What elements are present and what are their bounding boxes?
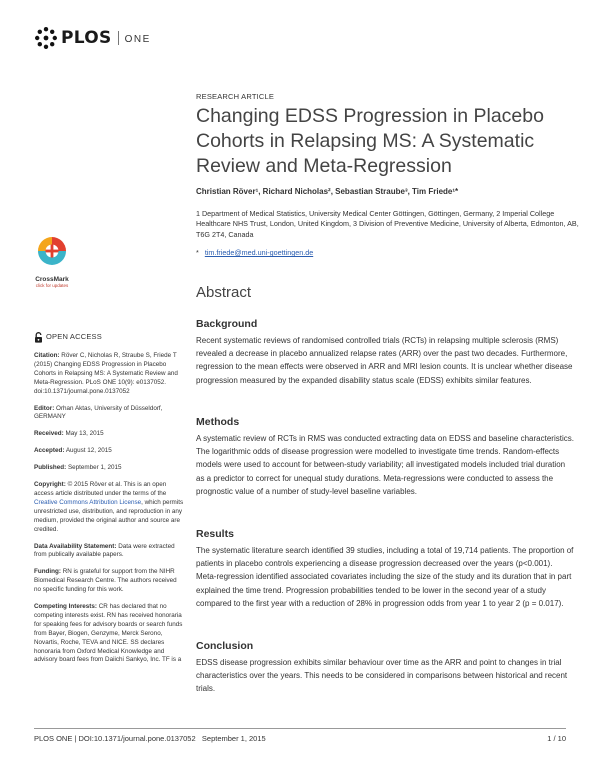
logo-divider: [118, 31, 119, 45]
editor-text: Orhan Aktas, University of Düsseldorf, GERMANY: [34, 404, 163, 421]
section-text: The systematic literature search identified 39 studies, including a total of 19,714 patients. The proportion of patients in placebo controls experiencing a disease progression decreased over the years (p<0.001). Meta-regression identified associated covariates including the size of the study and its duration that in part explained the time trend. Progression probabilities tended to be lower in the second year of a study compared to the first year with a reduction of 28% in progression odds from year 1 to year 2 (p = 0.017).: [196, 546, 574, 608]
received-label: Received:: [34, 430, 64, 438]
email-marker: *: [196, 248, 199, 257]
published-block: [34, 464, 184, 473]
competing-interests-label: Competing Interests:: [34, 603, 97, 611]
received-block: [34, 430, 184, 439]
copyright-label: Copyright:: [34, 481, 66, 489]
logo-text: PLOS: [61, 28, 112, 48]
page-number: 1 / 10: [547, 734, 566, 743]
funding-text: RN is grateful for support from the NIHR Biomedical Research Centre. The authors received no specific funding for this work.: [34, 568, 177, 594]
license-link[interactable]: Creative Commons Attribution License: [34, 498, 142, 506]
open-lock-icon: [34, 332, 43, 343]
published-label: Published:: [34, 464, 67, 472]
citation-label: Citation:: [34, 352, 60, 359]
published-date: September 1, 2015: [67, 464, 122, 472]
crossmark-sublabel: click for updates: [35, 283, 69, 288]
competing-interests-block: [34, 603, 184, 665]
funding-label: Funding:: [34, 568, 61, 576]
abstract-heading: Abstract: [196, 284, 252, 301]
data-availability-text: Data were extracted from publically available papers.: [34, 542, 175, 559]
accepted-date: August 12, 2015: [65, 447, 112, 455]
plos-logo-icon: [34, 26, 58, 50]
article-title: Changing EDSS Progression in Placebo Cohorts in Relapsing MS: A Systematic Review and Meta-Regression: [196, 105, 544, 177]
open-access-badge: [34, 332, 184, 343]
section-heading: Background: [196, 318, 258, 330]
section-text: A systematic review of RCTs in RMS was conducted extracting data on EDSS and baseline characteristics. The logarithmic odds of disease progression were modelled to investigate time trends. Random-effects models were used to account for between-study variability; all investigated models included trial duration as a predictor to correct for unequal study durations. Meta-regressions were conducted to assess the prognostic value of a number of study-level baseline variables.: [196, 434, 574, 496]
citation-text: Röver C, Nicholas R, Straube S, Friede T (2015) Changing EDSS Progression in Placebo Cohorts in Relapsing MS: A Systematic Review and Meta-Regression. PLoS ONE 10(9): e0137052. doi:10.1371/journal.pone.0137052: [34, 352, 178, 395]
crossmark-icon: [37, 236, 67, 270]
editor-label: Editor:: [34, 404, 55, 412]
data-availability-label: Data Availability Statement:: [34, 542, 117, 550]
journal-logo[interactable]: [34, 26, 151, 50]
section-heading: Methods: [196, 416, 240, 428]
copyright-text-rest: , which permits unrestricted use, distribution, and reproduction in any medium, provided the original author and source are credited.: [34, 498, 184, 533]
article-type-label: RESEARCH ARTICLE: [196, 92, 275, 101]
footer-divider: [34, 728, 566, 729]
competing-interests-text: CR has declared that no competing interests exist. RN has received honoraria for speaking fees for advisory boards or search funds from Bayer, Biogen, Genzyme, Merck Serono, Novartis, Roche, TEVA and NICE. SS declares honoraria from Oxford Medical Knowledge and advisory board fees from Daiichi Sankyo, Inc. TF is a: [34, 603, 183, 664]
open-access-label: OPEN ACCESS: [46, 332, 102, 342]
author-list: Christian Röver¹, Richard Nicholas², Sebastian Straube³, Tim Friede¹*: [196, 187, 459, 196]
editor-block: [34, 405, 184, 423]
corresponding-email-link[interactable]: tim.friede@med.uni-goettingen.de: [204, 248, 314, 257]
data-availability-block: [34, 543, 184, 561]
section-text: EDSS disease progression exhibits similar behaviour over time as the ARR and point to changes in trial characteristics over the years. This needs to be considered in comparisons between historical and recent trials.: [196, 658, 568, 694]
abstract-conclusion: [196, 640, 574, 696]
accepted-label: Accepted:: [34, 447, 65, 455]
copyright-block: [34, 481, 184, 534]
citation-block: [34, 352, 184, 397]
abstract-background: [196, 318, 574, 387]
copyright-text: © 2015 Röver et al. This is an open access article distributed under the terms of the: [34, 481, 167, 497]
section-heading: Conclusion: [196, 640, 254, 652]
section-text: Recent systematic reviews of randomised controlled trials (RCTs) in relapsing multiple sclerosis (RMS) revealed a decrease in placebo annualized relapse rates (ARR) over the past two decades. Furthermore, regression to the mean effects were observed in ARR and MRI lesion counts. It is unclear whether disease progression measured by the expanded disability status scale (EDSS) exhibits similar features.: [196, 336, 573, 385]
crossmark-label: CrossMark: [35, 276, 69, 283]
abstract-methods: [196, 416, 574, 498]
footer-citation: PLOS ONE | DOI:10.1371/journal.pone.0137052 September 1, 2015: [34, 734, 266, 743]
affiliations: 1 Department of Medical Statistics, University Medical Center Göttingen, Göttingen, Germany, 2 Imperial College Healthcare NHS Trust, London, United Kingdom, 3 Division of Preventive Medicine, University of Alberta, Edmonton, AB, T6G 2T4, Canada: [196, 209, 579, 239]
abstract-results: [196, 528, 574, 610]
logo-subtext: ONE: [124, 33, 151, 45]
crossmark-badge[interactable]: [34, 236, 70, 288]
corresponding-email-row: [196, 248, 313, 257]
section-heading: Results: [196, 528, 234, 540]
funding-block: [34, 568, 184, 595]
article-info-sidebar: [34, 332, 184, 673]
received-date: May 13, 2015: [65, 430, 104, 438]
accepted-block: [34, 447, 184, 456]
